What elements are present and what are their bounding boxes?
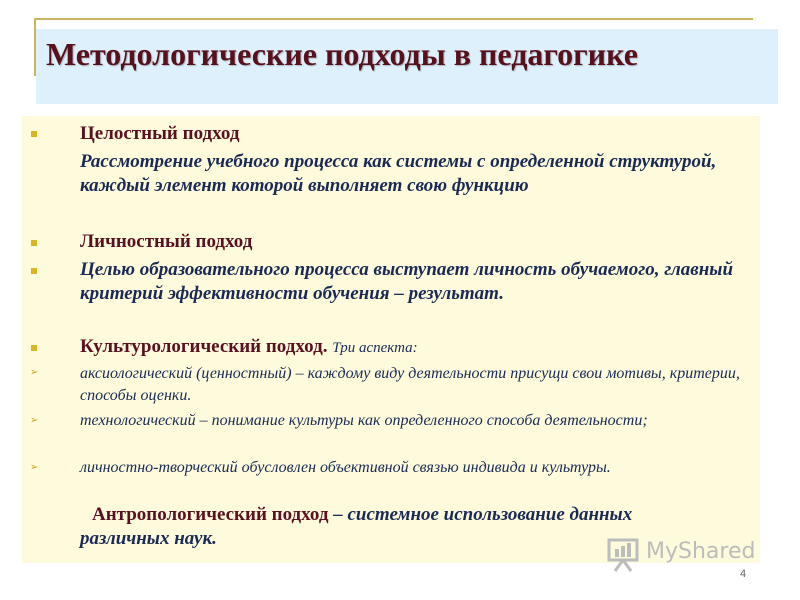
aspect-personal-creative: личностно-творческий обусловлен объективной связью индивида и культуры. (80, 459, 611, 476)
arrow-bullet-icon: ➢ (30, 462, 39, 473)
approach-anthropological-description: – системное использование данных различных наук. (80, 504, 633, 549)
arrow-bullet-icon: ➢ (30, 415, 39, 426)
approach-holistic-label: Целостный подход (80, 123, 240, 144)
approach-personal-description: Целью образовательного процесса выступает личность обучаемого, главный критерий эффективности обучения – результат. (80, 259, 734, 304)
approach-cultural-label: Культурологический подход. (80, 336, 328, 357)
presentation-board-icon (606, 537, 640, 573)
bullet-square-icon (31, 345, 37, 351)
arrow-bullet-icon: ➢ (30, 367, 39, 378)
slide-title: Методологические подходы в педагогике (46, 36, 638, 72)
approach-holistic-description: Рассмотрение учебного процесса как системы с определенной структурой, каждый элемент которой выполняет свою функцию (80, 151, 717, 196)
bullet-square-icon (31, 131, 37, 137)
approach-cultural-note: Три аспекта: (332, 340, 418, 356)
bullet-square-icon (31, 240, 37, 246)
approach-anthropological-label: Антропологический подход (92, 504, 329, 525)
page-number: 4 (740, 568, 747, 580)
bullet-square-icon (31, 268, 37, 274)
frame-top-line (34, 18, 753, 20)
watermark-text: MyShared (646, 539, 756, 564)
approach-personal-label: Личностный подход (80, 231, 253, 252)
approach-cultural-heading (80, 335, 750, 360)
aspect-technological: технологический – понимание культуры как определенного способа деятельности; (80, 412, 648, 429)
aspect-axiological: аксиологический (ценностный) – каждому виду деятельности присущи свои мотивы, критерии, способы оценки. (80, 365, 740, 404)
